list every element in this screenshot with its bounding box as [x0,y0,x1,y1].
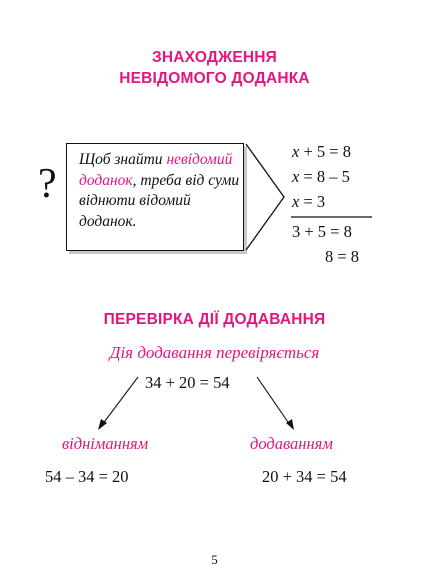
section-title-line1: ЗНАХОДЖЕННЯ [151,49,277,66]
section2-title: ПЕРЕВІРКА ДІЇ ДОДАВАННЯ [103,311,326,328]
page-number: 5 [211,552,218,567]
addition-label: додаванням [250,434,333,453]
top-equation: 34 + 20 = 54 [145,373,230,392]
chevron-arrow [246,144,284,250]
rule-highlight: невідомий доданок [79,151,233,189]
addition-check-equation: 20 + 34 = 54 [262,467,347,486]
equation-2: x = 8 – 5 [292,167,350,186]
rule-part2: , треба від суми віднюти відомий доданок. [79,171,240,230]
section2-subtitle: Дія додавання перевіряється [109,343,320,362]
equation-3: x = 3 [292,192,326,211]
rule-part1: Щоб знайти [79,151,163,168]
subtraction-check-equation: 54 – 34 = 20 [45,467,129,486]
question-mark: ? [38,161,57,207]
subtraction-label: відніманням [62,434,149,453]
left-arrow-line [102,377,138,425]
check-equation-1: 3 + 5 = 8 [292,222,352,241]
section-title-line2: НЕВІДОМОГО ДОДАНКА [119,70,310,87]
check-equation-2: 8 = 8 [325,247,360,266]
right-arrow-line [257,377,290,425]
equation-1: x + 5 = 8 [292,142,351,161]
